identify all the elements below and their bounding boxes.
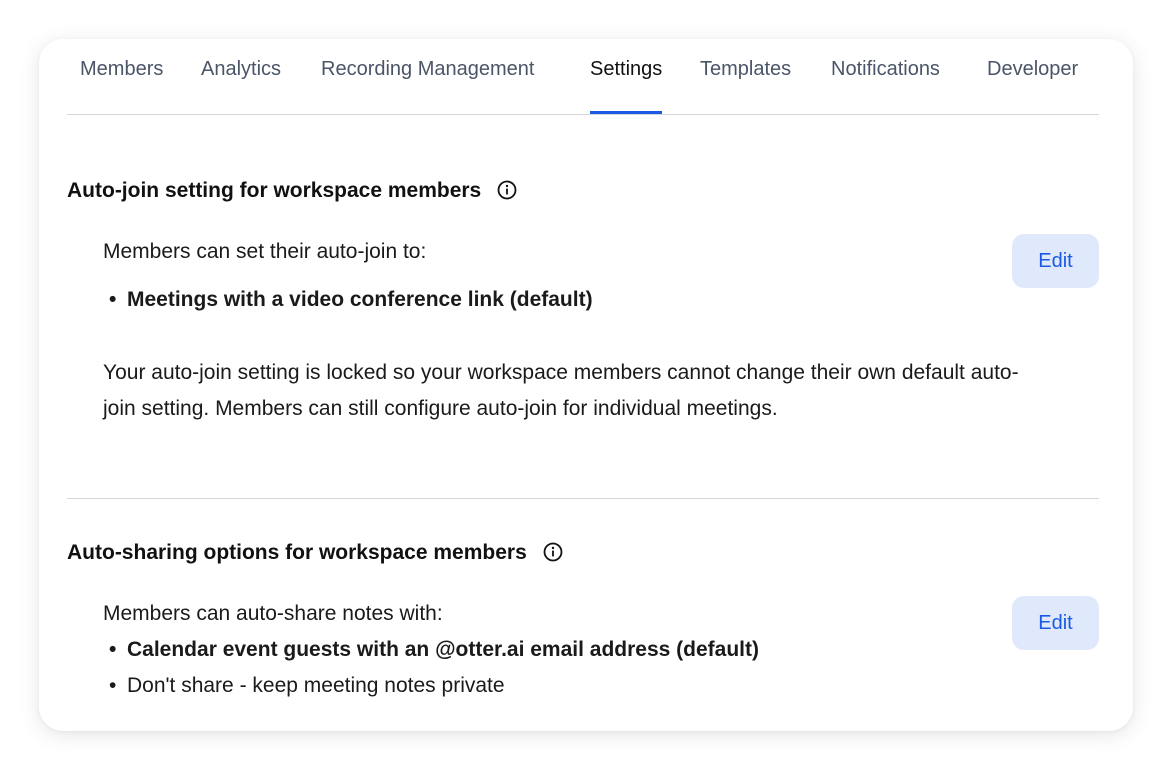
auto-sharing-bullet: • Don't share - keep meeting notes private: [109, 674, 505, 697]
auto-join-title-text: Auto-join setting for workspace members: [67, 179, 482, 202]
auto-sharing-intro: Members can auto-share notes with:: [103, 602, 443, 625]
auto-join-lock-note: Your auto-join setting is locked so your workspace members cannot change their own default auto-join setting. Members can still configure auto-join for individual meetings.: [103, 361, 1019, 420]
auto-sharing-bullet: • Calendar event guests with an @otter.ai email address (default): [109, 638, 759, 661]
tab-bar: [67, 39, 1099, 115]
section-divider: [67, 498, 1099, 499]
tab-settings[interactable]: Settings: [590, 57, 662, 114]
tab-members[interactable]: Members: [80, 58, 164, 80]
auto-join-edit-button[interactable]: Edit: [1012, 234, 1099, 288]
auto-join-bullet: • Meetings with a video conference link (default): [109, 288, 593, 311]
auto-sharing-bullet-text: Calendar event guests with an @otter.ai email address (default): [127, 638, 759, 661]
tab-analytics[interactable]: Analytics: [201, 58, 282, 80]
auto-join-intro: Members can set their auto-join to:: [103, 240, 427, 263]
tab-notifications[interactable]: Notifications: [831, 58, 940, 80]
tab-developer[interactable]: Developer: [987, 58, 1079, 80]
tab-recording-management[interactable]: Recording Management: [321, 58, 535, 80]
auto-sharing-bullet-text: Don't share - keep meeting notes private: [127, 674, 505, 697]
auto-sharing-edit-button[interactable]: Edit: [1012, 596, 1099, 650]
auto-sharing-title-text: Auto-sharing options for workspace members: [67, 541, 527, 564]
info-icon[interactable]: [543, 542, 563, 562]
tab-templates[interactable]: Templates: [700, 58, 792, 80]
auto-join-bullet-text: Meetings with a video conference link (default): [127, 288, 593, 311]
auto-sharing-section-title: [67, 541, 563, 565]
info-icon[interactable]: [497, 180, 517, 200]
auto-join-section-title: [67, 179, 517, 203]
settings-card: [39, 39, 1133, 731]
